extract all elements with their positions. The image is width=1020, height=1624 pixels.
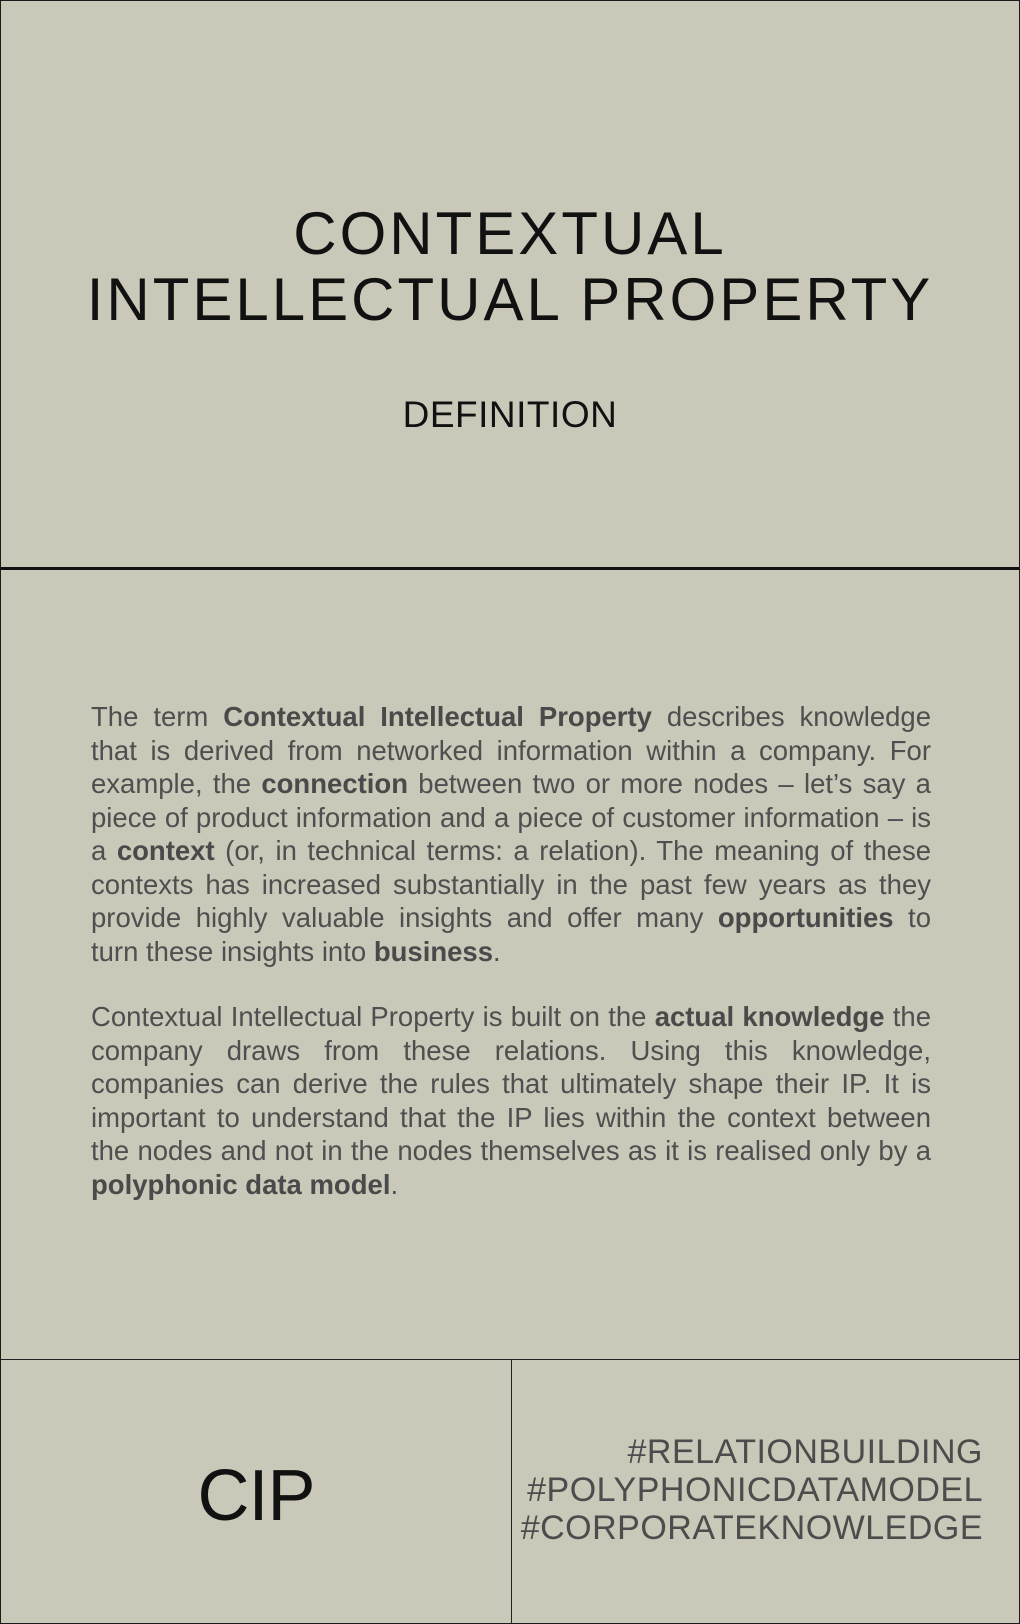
card-header <box>1 1 1019 568</box>
emphasis-text: opportunities <box>717 902 894 933</box>
body-text-run: . <box>390 1168 399 1200</box>
body-text-run: the company draws from these relations. Using this knowledge, companies can derive the rules that ultimately shape their IP. It is important to understand that the IP lies within the context between the nodes and not in the nodes themselves as it is realised only by a <box>91 1001 931 1166</box>
body-text-run: . <box>493 935 501 967</box>
body-text-run: (or, in technical terms: a relation). The meaning of these contexts has increased substantially in the past few years as they provide highly valuable insights and offer many <box>91 835 931 933</box>
title-line-2: INTELLECTUAL PROPERTY <box>86 266 934 333</box>
body-text-run: to turn these insights into <box>91 902 931 967</box>
body-text-run: between two or more nodes – let’s say a piece of product information and a piece of customer information – is a <box>91 768 931 866</box>
emphasis-text: connection <box>261 768 409 799</box>
hashtag-list <box>521 1433 983 1547</box>
definition-paragraph-1 <box>91 700 931 968</box>
emphasis-text: Contextual Intellectual Property <box>223 701 652 732</box>
emphasis-text: business <box>373 935 494 967</box>
hashtag-item: #CORPORATEKNOWLEDGE <box>520 1509 983 1547</box>
hashtag-item: #POLYPHONICDATAMODEL <box>527 1471 983 1509</box>
hashtag-item: #RELATIONBUILDING <box>627 1433 983 1471</box>
abbreviation-label: CIP <box>197 1456 315 1536</box>
page-title <box>1 201 1019 333</box>
emphasis-text: polyphonic data model <box>91 1168 391 1200</box>
emphasis-text: context <box>116 835 215 866</box>
definition-paragraph-2 <box>91 1000 931 1201</box>
page-subtitle: DEFINITION <box>402 394 618 435</box>
header-divider <box>1 567 1019 570</box>
footer-vertical-divider <box>511 1359 512 1623</box>
body-text-run: The term <box>91 701 224 732</box>
definition-body <box>91 700 931 1201</box>
body-text-run: describes knowledge that is derived from networked information within a company. For example, the <box>91 701 931 799</box>
emphasis-text: actual knowledge <box>654 1001 885 1032</box>
title-line-1: CONTEXTUAL <box>293 200 727 267</box>
body-text-run: Contextual Intellectual Property is built on the <box>91 1001 655 1032</box>
footer-divider <box>1 1359 1019 1360</box>
